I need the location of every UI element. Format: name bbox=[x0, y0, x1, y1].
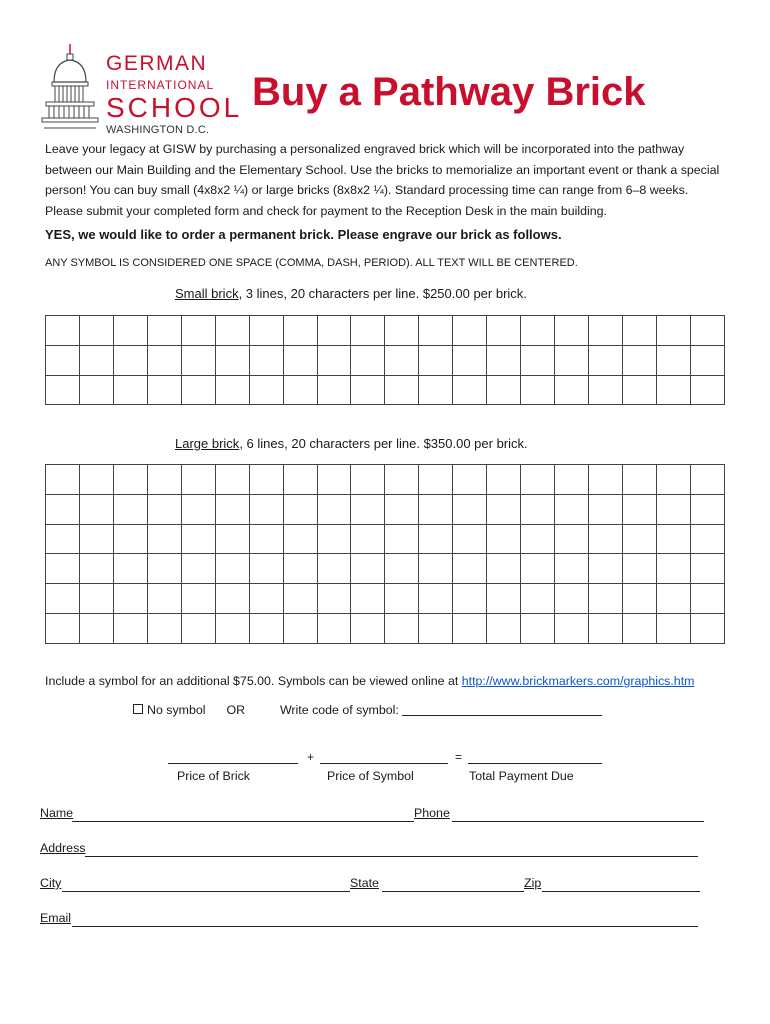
character-cell[interactable] bbox=[317, 316, 351, 346]
character-cell[interactable] bbox=[249, 345, 283, 375]
character-cell[interactable] bbox=[46, 465, 80, 495]
character-cell[interactable] bbox=[690, 465, 724, 495]
character-cell[interactable] bbox=[46, 494, 80, 524]
character-cell[interactable] bbox=[487, 465, 521, 495]
character-cell[interactable] bbox=[46, 584, 80, 614]
character-cell[interactable] bbox=[656, 494, 690, 524]
character-cell[interactable] bbox=[589, 584, 623, 614]
price-of-symbol-field[interactable] bbox=[320, 762, 448, 764]
character-cell[interactable] bbox=[46, 613, 80, 643]
character-cell[interactable] bbox=[147, 316, 181, 346]
character-cell[interactable] bbox=[690, 524, 724, 554]
character-cell[interactable] bbox=[385, 524, 419, 554]
small-brick-name: Small brick bbox=[175, 286, 239, 301]
character-cell[interactable] bbox=[79, 375, 113, 405]
character-cell[interactable] bbox=[521, 345, 555, 375]
character-cell[interactable] bbox=[113, 316, 147, 346]
total-payment-field[interactable] bbox=[468, 762, 602, 764]
character-cell[interactable] bbox=[385, 613, 419, 643]
address-label: Address bbox=[40, 841, 86, 855]
character-cell[interactable] bbox=[317, 554, 351, 584]
name-field[interactable] bbox=[72, 820, 414, 822]
character-cell[interactable] bbox=[317, 494, 351, 524]
character-cell[interactable] bbox=[419, 375, 453, 405]
character-cell[interactable] bbox=[622, 345, 656, 375]
character-cell[interactable] bbox=[453, 554, 487, 584]
character-cell[interactable] bbox=[555, 613, 589, 643]
character-cell[interactable] bbox=[147, 554, 181, 584]
logo-line-german: GERMAN bbox=[106, 52, 208, 75]
character-cell[interactable] bbox=[317, 465, 351, 495]
price-of-brick-label: Price of Brick bbox=[177, 769, 250, 783]
character-cell[interactable] bbox=[589, 494, 623, 524]
character-cell[interactable] bbox=[690, 316, 724, 346]
character-cell[interactable] bbox=[215, 494, 249, 524]
small-brick-details: , 3 lines, 20 characters per line. $250.00 per brick. bbox=[238, 286, 527, 301]
character-cell[interactable] bbox=[181, 554, 215, 584]
character-cell[interactable] bbox=[690, 345, 724, 375]
character-cell[interactable] bbox=[589, 375, 623, 405]
character-cell[interactable] bbox=[351, 316, 385, 346]
character-cell[interactable] bbox=[249, 524, 283, 554]
character-cell[interactable] bbox=[690, 375, 724, 405]
character-cell[interactable] bbox=[453, 316, 487, 346]
price-of-brick-field[interactable] bbox=[168, 762, 298, 764]
phone-field[interactable] bbox=[452, 820, 704, 822]
symbol-link[interactable]: http://www.brickmarkers.com/graphics.htm bbox=[461, 674, 695, 688]
character-cell[interactable] bbox=[283, 524, 317, 554]
no-symbol-label: No symbol bbox=[147, 703, 206, 717]
price-of-symbol-label: Price of Symbol bbox=[327, 769, 414, 783]
character-cell[interactable] bbox=[555, 345, 589, 375]
character-cell[interactable] bbox=[249, 584, 283, 614]
character-cell[interactable] bbox=[487, 375, 521, 405]
character-cell[interactable] bbox=[79, 524, 113, 554]
character-cell[interactable] bbox=[622, 316, 656, 346]
character-cell[interactable] bbox=[215, 584, 249, 614]
character-cell[interactable] bbox=[249, 375, 283, 405]
character-cell[interactable] bbox=[181, 465, 215, 495]
character-cell[interactable] bbox=[113, 465, 147, 495]
character-cell[interactable] bbox=[622, 613, 656, 643]
email-field[interactable] bbox=[72, 925, 698, 927]
character-cell[interactable] bbox=[555, 316, 589, 346]
character-cell[interactable] bbox=[487, 584, 521, 614]
plus-sign: + bbox=[307, 750, 315, 764]
zip-label: Zip bbox=[524, 876, 542, 890]
character-cell[interactable] bbox=[351, 465, 385, 495]
character-cell[interactable] bbox=[283, 465, 317, 495]
character-cell[interactable] bbox=[419, 345, 453, 375]
character-cell[interactable] bbox=[419, 494, 453, 524]
character-cell[interactable] bbox=[113, 524, 147, 554]
logo-line-school: SCHOOL bbox=[106, 92, 243, 123]
character-cell[interactable] bbox=[215, 375, 249, 405]
symbol-info-text: Include a symbol for an additional $75.00. Symbols can be viewed online at bbox=[45, 674, 462, 688]
character-cell[interactable] bbox=[351, 375, 385, 405]
character-cell[interactable] bbox=[181, 613, 215, 643]
character-cell[interactable] bbox=[46, 316, 80, 346]
character-cell[interactable] bbox=[113, 613, 147, 643]
total-payment-label: Total Payment Due bbox=[469, 769, 574, 783]
character-cell[interactable] bbox=[283, 554, 317, 584]
character-cell[interactable] bbox=[215, 554, 249, 584]
character-cell[interactable] bbox=[589, 613, 623, 643]
character-cell[interactable] bbox=[521, 554, 555, 584]
state-label: State bbox=[350, 876, 379, 890]
intro-paragraph: Leave your legacy at GISW by purchasing a personalized engraved brick which will be incorporated into the pathway between our Main Building and the Elementary School. Use the bricks to memorialize an important event or thank a special person! You can buy small (4x8x2 ¼) or large bricks (8x8x2 ¼). Standard processing time can range from 6–8 weeks. Please submit your completed form and check for payment to the Reception Desk in the main building. bbox=[45, 142, 720, 218]
character-cell[interactable] bbox=[79, 554, 113, 584]
character-cell[interactable] bbox=[181, 524, 215, 554]
character-cell[interactable] bbox=[385, 584, 419, 614]
no-symbol-checkbox[interactable] bbox=[133, 704, 143, 714]
grid-row bbox=[46, 465, 725, 495]
character-cell[interactable] bbox=[385, 345, 419, 375]
city-label: City bbox=[40, 876, 62, 890]
character-cell[interactable] bbox=[487, 554, 521, 584]
character-cell[interactable] bbox=[249, 465, 283, 495]
character-cell[interactable] bbox=[113, 345, 147, 375]
grid-row bbox=[46, 316, 725, 346]
zip-field[interactable] bbox=[542, 890, 700, 892]
character-cell[interactable] bbox=[181, 584, 215, 614]
character-cell[interactable] bbox=[385, 375, 419, 405]
character-cell[interactable] bbox=[487, 494, 521, 524]
state-field[interactable] bbox=[382, 890, 524, 892]
character-cell[interactable] bbox=[521, 494, 555, 524]
character-cell[interactable] bbox=[215, 345, 249, 375]
character-cell[interactable] bbox=[555, 554, 589, 584]
large-brick-details: , 6 lines, 20 characters per line. $350.00 per brick. bbox=[239, 436, 528, 451]
character-cell[interactable] bbox=[385, 494, 419, 524]
character-cell[interactable] bbox=[521, 613, 555, 643]
character-cell[interactable] bbox=[283, 316, 317, 346]
character-cell[interactable] bbox=[690, 554, 724, 584]
email-label: Email bbox=[40, 911, 71, 925]
character-cell[interactable] bbox=[622, 524, 656, 554]
order-heading: YES, we would like to order a permanent brick. Please engrave our brick as follows. bbox=[45, 227, 562, 242]
character-cell[interactable] bbox=[589, 554, 623, 584]
character-cell[interactable] bbox=[555, 494, 589, 524]
character-cell[interactable] bbox=[622, 584, 656, 614]
phone-label: Phone bbox=[414, 806, 450, 820]
character-cell[interactable] bbox=[555, 375, 589, 405]
large-brick-grid[interactable] bbox=[45, 464, 725, 644]
character-cell[interactable] bbox=[385, 465, 419, 495]
character-cell[interactable] bbox=[351, 584, 385, 614]
character-cell[interactable] bbox=[79, 465, 113, 495]
character-cell[interactable] bbox=[215, 524, 249, 554]
character-cell[interactable] bbox=[453, 465, 487, 495]
or-label: OR bbox=[226, 703, 246, 717]
character-cell[interactable] bbox=[453, 584, 487, 614]
character-cell[interactable] bbox=[385, 554, 419, 584]
character-cell[interactable] bbox=[147, 584, 181, 614]
character-cell[interactable] bbox=[487, 345, 521, 375]
character-cell[interactable] bbox=[385, 316, 419, 346]
character-cell[interactable] bbox=[46, 554, 80, 584]
page-title: Buy a Pathway Brick bbox=[252, 70, 646, 114]
character-cell[interactable] bbox=[555, 584, 589, 614]
character-cell[interactable] bbox=[555, 465, 589, 495]
character-cell[interactable] bbox=[317, 375, 351, 405]
small-brick-grid[interactable] bbox=[45, 315, 725, 405]
character-cell[interactable] bbox=[453, 524, 487, 554]
character-cell[interactable] bbox=[656, 465, 690, 495]
character-cell[interactable] bbox=[79, 345, 113, 375]
character-cell[interactable] bbox=[283, 375, 317, 405]
character-cell[interactable] bbox=[453, 345, 487, 375]
character-cell[interactable] bbox=[487, 316, 521, 346]
grid-row bbox=[46, 494, 725, 524]
character-cell[interactable] bbox=[487, 524, 521, 554]
character-cell[interactable] bbox=[656, 524, 690, 554]
grid-row bbox=[46, 613, 725, 643]
character-cell[interactable] bbox=[622, 375, 656, 405]
character-cell[interactable] bbox=[79, 613, 113, 643]
character-cell[interactable] bbox=[521, 316, 555, 346]
character-cell[interactable] bbox=[215, 465, 249, 495]
symbol-code-field[interactable] bbox=[402, 703, 602, 716]
character-cell[interactable] bbox=[283, 613, 317, 643]
symbol-note: ANY SYMBOL IS CONSIDERED ONE SPACE (COMMA, DASH, PERIOD). ALL TEXT WILL BE CENTERED. bbox=[45, 257, 578, 269]
school-logo bbox=[40, 44, 243, 136]
grid-row bbox=[46, 554, 725, 584]
character-cell[interactable] bbox=[46, 345, 80, 375]
character-cell[interactable] bbox=[690, 584, 724, 614]
character-cell[interactable] bbox=[589, 524, 623, 554]
logo-line-city: WASHINGTON D.C. bbox=[106, 124, 210, 136]
character-cell[interactable] bbox=[419, 316, 453, 346]
character-cell[interactable] bbox=[181, 316, 215, 346]
write-code-label: Write code of symbol: bbox=[279, 703, 399, 717]
grid-row bbox=[46, 584, 725, 614]
character-cell[interactable] bbox=[656, 375, 690, 405]
character-cell[interactable] bbox=[249, 554, 283, 584]
city-field[interactable] bbox=[62, 890, 350, 892]
character-cell[interactable] bbox=[46, 375, 80, 405]
small-brick-title bbox=[175, 286, 527, 301]
character-cell[interactable] bbox=[79, 494, 113, 524]
character-cell[interactable] bbox=[589, 316, 623, 346]
logo-line-international: INTERNATIONAL bbox=[106, 78, 215, 92]
character-cell[interactable] bbox=[351, 345, 385, 375]
character-cell[interactable] bbox=[283, 584, 317, 614]
character-cell[interactable] bbox=[351, 554, 385, 584]
character-cell[interactable] bbox=[622, 494, 656, 524]
character-cell[interactable] bbox=[79, 316, 113, 346]
character-cell[interactable] bbox=[147, 524, 181, 554]
equals-sign: = bbox=[455, 750, 463, 764]
character-cell[interactable] bbox=[589, 345, 623, 375]
character-cell[interactable] bbox=[147, 465, 181, 495]
character-cell[interactable] bbox=[419, 465, 453, 495]
character-cell[interactable] bbox=[317, 613, 351, 643]
character-cell[interactable] bbox=[113, 375, 147, 405]
large-brick-title bbox=[175, 436, 528, 451]
character-cell[interactable] bbox=[419, 613, 453, 643]
character-cell[interactable] bbox=[215, 316, 249, 346]
character-cell[interactable] bbox=[453, 375, 487, 405]
character-cell[interactable] bbox=[521, 375, 555, 405]
character-cell[interactable] bbox=[487, 613, 521, 643]
character-cell[interactable] bbox=[453, 494, 487, 524]
character-cell[interactable] bbox=[351, 613, 385, 643]
character-cell[interactable] bbox=[215, 613, 249, 643]
symbol-choice bbox=[133, 703, 602, 717]
address-field[interactable] bbox=[85, 855, 698, 857]
character-cell[interactable] bbox=[690, 613, 724, 643]
character-cell[interactable] bbox=[283, 345, 317, 375]
character-cell[interactable] bbox=[113, 584, 147, 614]
character-cell[interactable] bbox=[622, 465, 656, 495]
character-cell[interactable] bbox=[249, 316, 283, 346]
grid-row bbox=[46, 345, 725, 375]
character-cell[interactable] bbox=[690, 494, 724, 524]
character-cell[interactable] bbox=[351, 524, 385, 554]
character-cell[interactable] bbox=[656, 554, 690, 584]
character-cell[interactable] bbox=[521, 524, 555, 554]
character-cell[interactable] bbox=[317, 524, 351, 554]
character-cell[interactable] bbox=[656, 345, 690, 375]
character-cell[interactable] bbox=[419, 554, 453, 584]
character-cell[interactable] bbox=[521, 584, 555, 614]
character-cell[interactable] bbox=[317, 345, 351, 375]
character-cell[interactable] bbox=[283, 494, 317, 524]
character-cell[interactable] bbox=[656, 613, 690, 643]
large-brick-name: Large brick bbox=[175, 436, 240, 451]
symbol-info bbox=[45, 674, 694, 688]
character-cell[interactable] bbox=[622, 554, 656, 584]
character-cell[interactable] bbox=[147, 345, 181, 375]
character-cell[interactable] bbox=[113, 554, 147, 584]
character-cell[interactable] bbox=[79, 584, 113, 614]
character-cell[interactable] bbox=[555, 524, 589, 554]
character-cell[interactable] bbox=[453, 613, 487, 643]
character-cell[interactable] bbox=[181, 375, 215, 405]
character-cell[interactable] bbox=[351, 494, 385, 524]
character-cell[interactable] bbox=[521, 465, 555, 495]
character-cell[interactable] bbox=[249, 494, 283, 524]
character-cell[interactable] bbox=[181, 494, 215, 524]
character-cell[interactable] bbox=[419, 584, 453, 614]
grid-row bbox=[46, 524, 725, 554]
name-label: Name bbox=[40, 806, 74, 820]
character-cell[interactable] bbox=[147, 494, 181, 524]
character-cell[interactable] bbox=[147, 375, 181, 405]
character-cell[interactable] bbox=[147, 613, 181, 643]
character-cell[interactable] bbox=[589, 465, 623, 495]
character-cell[interactable] bbox=[113, 494, 147, 524]
character-cell[interactable] bbox=[46, 524, 80, 554]
character-cell[interactable] bbox=[656, 584, 690, 614]
character-cell[interactable] bbox=[317, 584, 351, 614]
character-cell[interactable] bbox=[249, 613, 283, 643]
grid-row bbox=[46, 375, 725, 405]
character-cell[interactable] bbox=[419, 524, 453, 554]
capitol-dome-icon bbox=[40, 44, 100, 134]
character-cell[interactable] bbox=[656, 316, 690, 346]
character-cell[interactable] bbox=[181, 345, 215, 375]
